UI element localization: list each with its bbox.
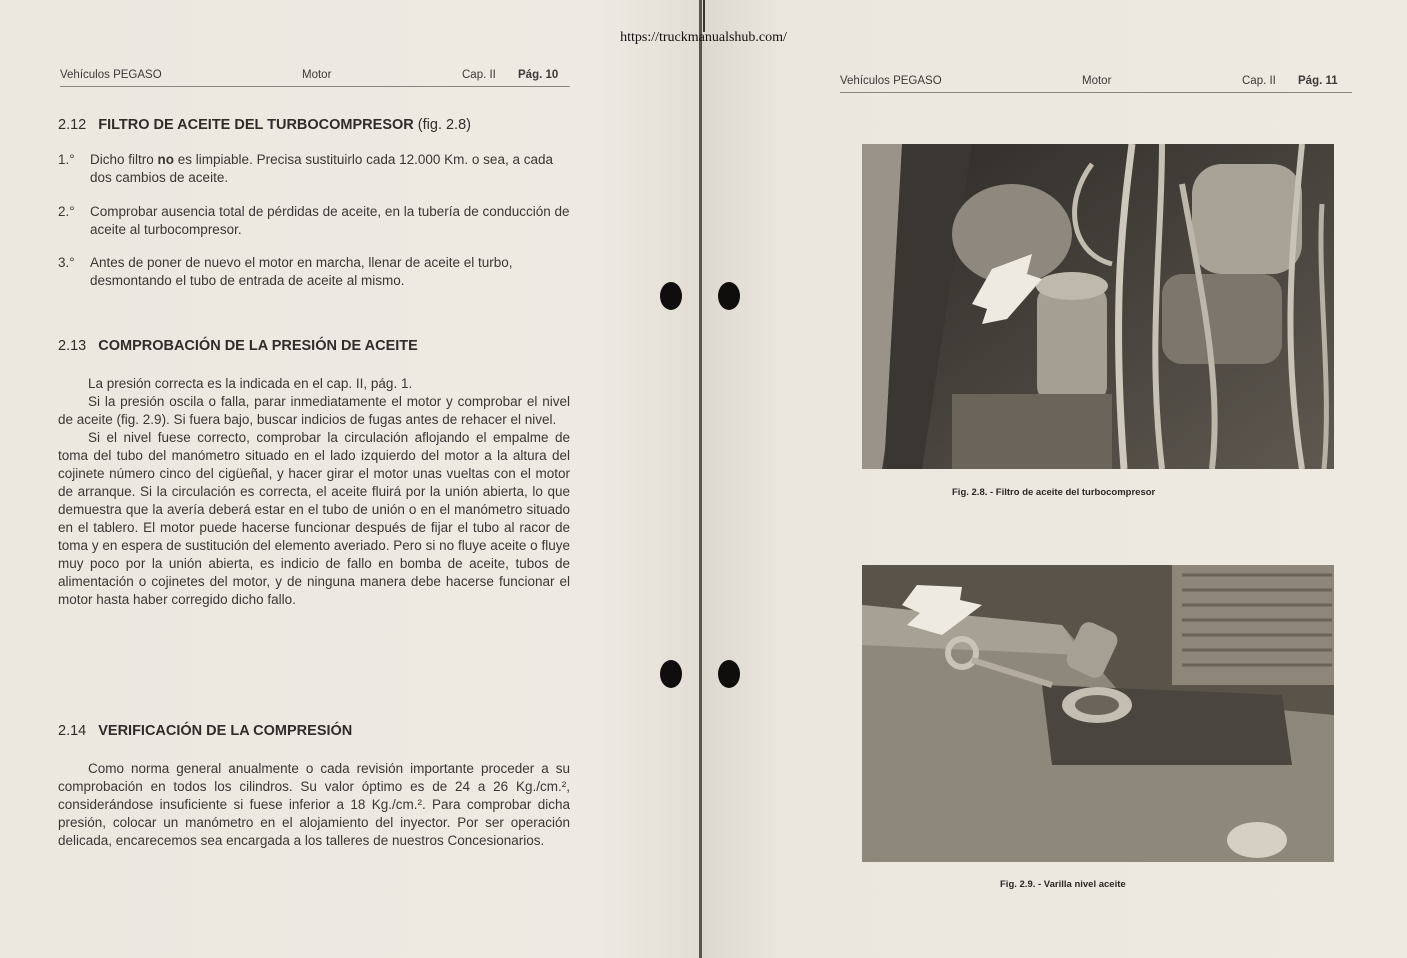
section-heading: COMPROBACIÓN DE LA PRESIÓN DE ACEITE: [98, 338, 418, 354]
right-page-header: [840, 72, 1352, 93]
item-text: Comprobar ausencia total de pérdidas de aceite, en la tubería de conducción de aceite al turbocompresor.: [90, 204, 570, 237]
figure-2-9-caption: Fig. 2.9. - Varilla nivel aceite: [1000, 879, 1126, 890]
source-url[interactable]: https://truckmanualshub.com/: [620, 30, 787, 45]
item-text: Dicho filtro no es limpiable. Precisa sustituirlo cada 12.000 Km. o sea, a cada dos cambios de aceite.: [90, 152, 553, 185]
item-bullet: 2.°: [58, 204, 75, 219]
list-item: [58, 203, 570, 239]
section-figure-ref: (fig. 2.8): [417, 117, 471, 133]
header-chapter: Cap. II: [1242, 75, 1276, 87]
header-brand: Vehículos PEGASO: [60, 69, 162, 81]
header-section: Motor: [1082, 75, 1112, 87]
paragraph: Si la presión oscila o falla, parar inmediatamente el motor y comprobar el nivel de aceite (fig. 2.9). Si fuera bajo, buscar indicios de fugas antes de rehacer el nivel.: [58, 394, 570, 427]
binder-hole: [718, 282, 740, 310]
header-section: Motor: [302, 69, 332, 81]
list-item: [58, 151, 570, 187]
section-heading: FILTRO DE ACEITE DEL TURBOCOMPRESOR: [98, 117, 414, 133]
section-body-2-13: [58, 375, 570, 609]
emphasis-no: no: [157, 152, 175, 167]
header-chapter: Cap. II: [462, 69, 496, 81]
header-page: Pág. 11: [1298, 75, 1338, 87]
figure-2-8-photo: [862, 144, 1334, 469]
left-page-header: [60, 66, 570, 87]
section-heading: VERIFICACIÓN DE LA COMPRESIÓN: [98, 723, 353, 739]
binder-hole: [660, 282, 682, 310]
section-title-2-13: [58, 338, 418, 354]
paragraph: Si el nivel fuese correcto, comprobar la circulación aflojando el empalme de toma del tubo del manómetro situado en el lado izquierdo del motor a la altura del cojinete número cinco del cigüeñal, y hacer girar el motor unas vueltas con el motor de arranque. Si la circulación es correcta, el aceite fluirá por la unión abierta, lo que demuestra que la avería deberá estar en el tubo de unión o en el manómetro situado en el tablero. El motor puede hacerse funcionar después de fijar el tubo al racor de toma y en espera de sustitución del elemento averiado. Pero si no fluye aceite o fluye muy poco por la unión abierta, es indicio de fallo en bomba de aceite, tubos de alimentación o cojinetes del motor, y de ninguna manera debe hacerse funcionar el motor hasta haber corregido dicho fallo.: [58, 430, 570, 607]
item-bullet: 3.°: [58, 255, 75, 270]
binding-gutter-top: [703, 0, 705, 32]
section-title-2-12: [58, 117, 471, 133]
binding-gutter: [699, 0, 702, 958]
section-number: 2.12: [58, 117, 87, 133]
item-bullet: 1.°: [58, 152, 75, 167]
paragraph: Como norma general anualmente o cada revisión importante proceder a su comprobación en todos los cilindros. Su valor óptimo es de 24 a 26 Kg./cm.², considerándose insuficiente si fuese inferior a 18 Kg./cm.². Para comprobar dicha presión, colocar un manómetro en el alojamiento del inyector. Por ser operación delicada, encarecemos sea encargada a los talleres de nuestros Concesionarios.: [58, 761, 570, 848]
item-text: Antes de poner de nuevo el motor en marcha, llenar de aceite el turbo, desmontando el tubo de entrada de aceite al mismo.: [90, 255, 513, 288]
paragraph: La presión correcta es la indicada en el cap. II, pág. 1.: [88, 376, 413, 391]
header-brand: Vehículos PEGASO: [840, 75, 942, 87]
section-number: 2.13: [58, 338, 87, 354]
list-item: [58, 254, 570, 290]
binder-hole: [660, 660, 682, 688]
header-page: Pág. 10: [518, 69, 559, 81]
binder-hole: [718, 660, 740, 688]
section-title-2-14: [58, 723, 352, 739]
figure-2-8-caption: Fig. 2.8. - Filtro de aceite del turbocompresor: [952, 487, 1156, 498]
section-number: 2.14: [58, 723, 87, 739]
section-body-2-14: [58, 760, 570, 850]
figure-2-9-photo: [862, 565, 1334, 862]
